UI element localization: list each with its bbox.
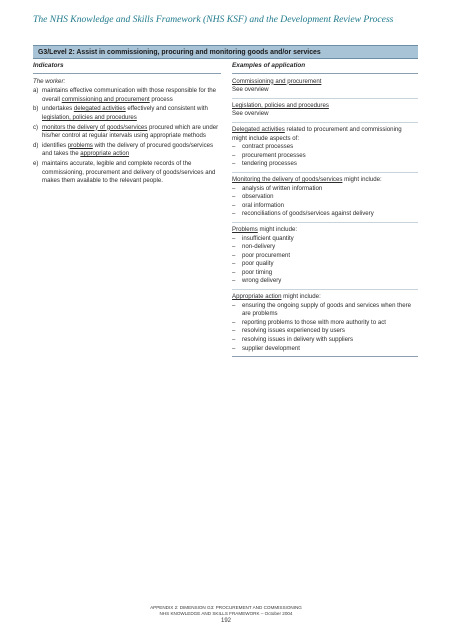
indicator-term: appropriate action xyxy=(80,150,130,158)
list-dash: – xyxy=(232,318,236,326)
example-list-text: analysis of written information xyxy=(242,184,323,192)
list-dash: – xyxy=(232,184,236,192)
indicator-letter: d) xyxy=(33,141,39,149)
example-list-item xyxy=(232,243,418,252)
list-dash: – xyxy=(232,251,236,259)
example-list-item xyxy=(232,202,418,211)
list-dash: – xyxy=(232,277,236,285)
indicator-item xyxy=(33,124,221,141)
section-title: G3/Level 2: Assist in commissioning, procuring and monitoring goods and/or services xyxy=(33,45,418,59)
list-dash: – xyxy=(232,151,236,159)
list-dash: – xyxy=(232,268,236,276)
footer-line-1: APPENDIX 2: DIMENSION G3: PROCUREMENT AND COMMISSIONING xyxy=(150,605,302,610)
example-group xyxy=(232,176,418,223)
example-list-text: ensuring the ongoing supply of goods and services when there are problems xyxy=(242,301,412,318)
indicator-item xyxy=(33,142,221,159)
example-list-item xyxy=(232,252,418,261)
list-dash: – xyxy=(232,160,236,168)
indicator-text xyxy=(42,87,221,104)
example-list-item xyxy=(232,152,418,161)
indicator-term: legislation, policies and procedures xyxy=(42,113,137,121)
indicator-letter: e) xyxy=(33,159,39,167)
indicator-text-part: effectively and consistent with xyxy=(125,105,208,113)
indicator-letter: c) xyxy=(33,123,39,131)
indicator-text-part: maintains accurate, legible and complete records of the commissioning, procurement and delivery of goods/services and makes them available to the relevant people. xyxy=(42,159,216,185)
example-list-item xyxy=(232,302,418,319)
example-group-title xyxy=(232,293,418,302)
list-dash: – xyxy=(232,327,236,335)
indicator-term: monitors the delivery of goods/services xyxy=(42,123,148,131)
examples-column xyxy=(232,62,418,360)
example-term: Problems xyxy=(232,225,258,233)
indicator-item xyxy=(33,87,221,104)
example-list-item xyxy=(232,277,418,286)
page-number: 192 xyxy=(220,618,231,624)
example-list-item xyxy=(232,235,418,244)
example-note: See overview xyxy=(232,86,269,94)
indicators-column xyxy=(33,62,221,187)
example-term-suffix: might include: xyxy=(257,225,298,233)
example-list-text: procurement processes xyxy=(242,151,306,159)
example-list-item xyxy=(232,193,418,202)
example-term-suffix: might include: xyxy=(342,175,382,183)
example-list-text: poor procurement xyxy=(242,251,291,259)
list-dash: – xyxy=(232,201,236,209)
example-list-item xyxy=(232,210,418,219)
example-list-text: resolving issues in delivery with suppliers xyxy=(242,336,354,344)
examples-heading: Examples of application xyxy=(232,62,418,74)
example-list-text: contract processes xyxy=(242,143,294,151)
list-dash: – xyxy=(232,143,236,151)
indicators-heading: Indicators xyxy=(33,62,221,74)
page-footer xyxy=(0,605,452,625)
list-dash: – xyxy=(232,336,236,344)
example-list-text: oral information xyxy=(242,201,284,209)
example-term-suffix: might include: xyxy=(281,293,321,301)
example-note: See overview xyxy=(232,110,269,118)
example-list-text: resolving issues experienced by users xyxy=(242,327,345,335)
running-head: The NHS Knowledge and Skills Framework (NHS KSF) and the Development Review Process xyxy=(33,14,394,25)
example-group-title xyxy=(232,226,418,235)
example-list-text: reporting problems to those with more authority to act xyxy=(242,318,386,326)
example-term: Commissioning and procurement xyxy=(232,77,322,85)
list-dash: – xyxy=(232,210,236,218)
indicator-text-part: undertakes xyxy=(42,105,74,113)
indicator-term: problems xyxy=(67,141,93,149)
example-list-item xyxy=(232,336,418,345)
example-term: Legislation, policies and procedures xyxy=(232,101,329,109)
example-term-suffix: related to procurement and commissioning might include aspects of: xyxy=(232,125,402,142)
footer-line-2: NHS KNOWLEDGE AND SKILLS FRAMEWORK – October 2004 xyxy=(159,611,293,616)
example-group xyxy=(232,78,418,99)
indicators-intro: The worker: xyxy=(33,77,66,85)
example-list-text: insufficient quantity xyxy=(242,234,294,242)
example-list-text: poor quality xyxy=(242,260,274,268)
example-term: Delegated activities xyxy=(232,125,285,133)
indicator-text xyxy=(42,124,221,141)
example-groups xyxy=(232,78,418,358)
example-list-item xyxy=(232,319,418,328)
indicator-list xyxy=(33,87,221,186)
list-dash: – xyxy=(232,243,236,251)
example-list-text: supplier development xyxy=(242,344,300,352)
example-list-item xyxy=(232,345,418,354)
example-group-title xyxy=(232,102,418,111)
example-group xyxy=(232,293,418,357)
indicator-letter: b) xyxy=(33,105,39,113)
example-group xyxy=(232,126,418,173)
indicator-text-part: procured which are under his/her control at regular intervals using appropriate methods xyxy=(42,123,219,140)
indicator-term: commissioning and procurement xyxy=(61,95,150,103)
example-list-text: poor timing xyxy=(242,268,273,276)
example-list-item xyxy=(232,327,418,336)
indicator-text-part: with the delivery of procured goods/services and takes the xyxy=(42,141,214,158)
example-list-item xyxy=(232,143,418,152)
indicator-text-part: identifies xyxy=(42,141,68,149)
example-list-text: tendering processes xyxy=(242,160,297,168)
list-dash: – xyxy=(232,260,236,268)
indicator-letter: a) xyxy=(33,87,39,95)
indicator-text xyxy=(42,160,221,186)
example-group xyxy=(232,226,418,290)
indicator-text xyxy=(42,105,221,122)
example-list-text: wrong delivery xyxy=(242,277,282,285)
indicator-item xyxy=(33,160,221,186)
example-list-text: non-delivery xyxy=(242,243,276,251)
example-term: Monitoring the delivery of goods/services xyxy=(232,175,343,183)
example-group-title xyxy=(232,126,418,143)
indicator-text-part: process xyxy=(149,95,173,103)
example-list-item xyxy=(232,269,418,278)
example-list-item xyxy=(232,185,418,194)
list-dash: – xyxy=(232,234,236,242)
example-list-item xyxy=(232,160,418,169)
list-dash: – xyxy=(232,301,236,309)
list-dash: – xyxy=(232,344,236,352)
example-group-title xyxy=(232,78,418,87)
list-dash: – xyxy=(232,193,236,201)
example-list-text: reconciliations of goods/services against delivery xyxy=(242,210,374,218)
example-term: Appropriate action xyxy=(232,293,282,301)
indicator-text xyxy=(42,142,221,159)
example-group-title xyxy=(232,176,418,185)
example-group xyxy=(232,102,418,123)
example-list-item xyxy=(232,260,418,269)
indicator-term: delegated activities xyxy=(73,105,126,113)
example-list-text: observation xyxy=(242,193,274,201)
indicator-text-part: maintains effective communication with those responsible for the overall xyxy=(42,87,216,103)
indicator-item xyxy=(33,105,221,122)
